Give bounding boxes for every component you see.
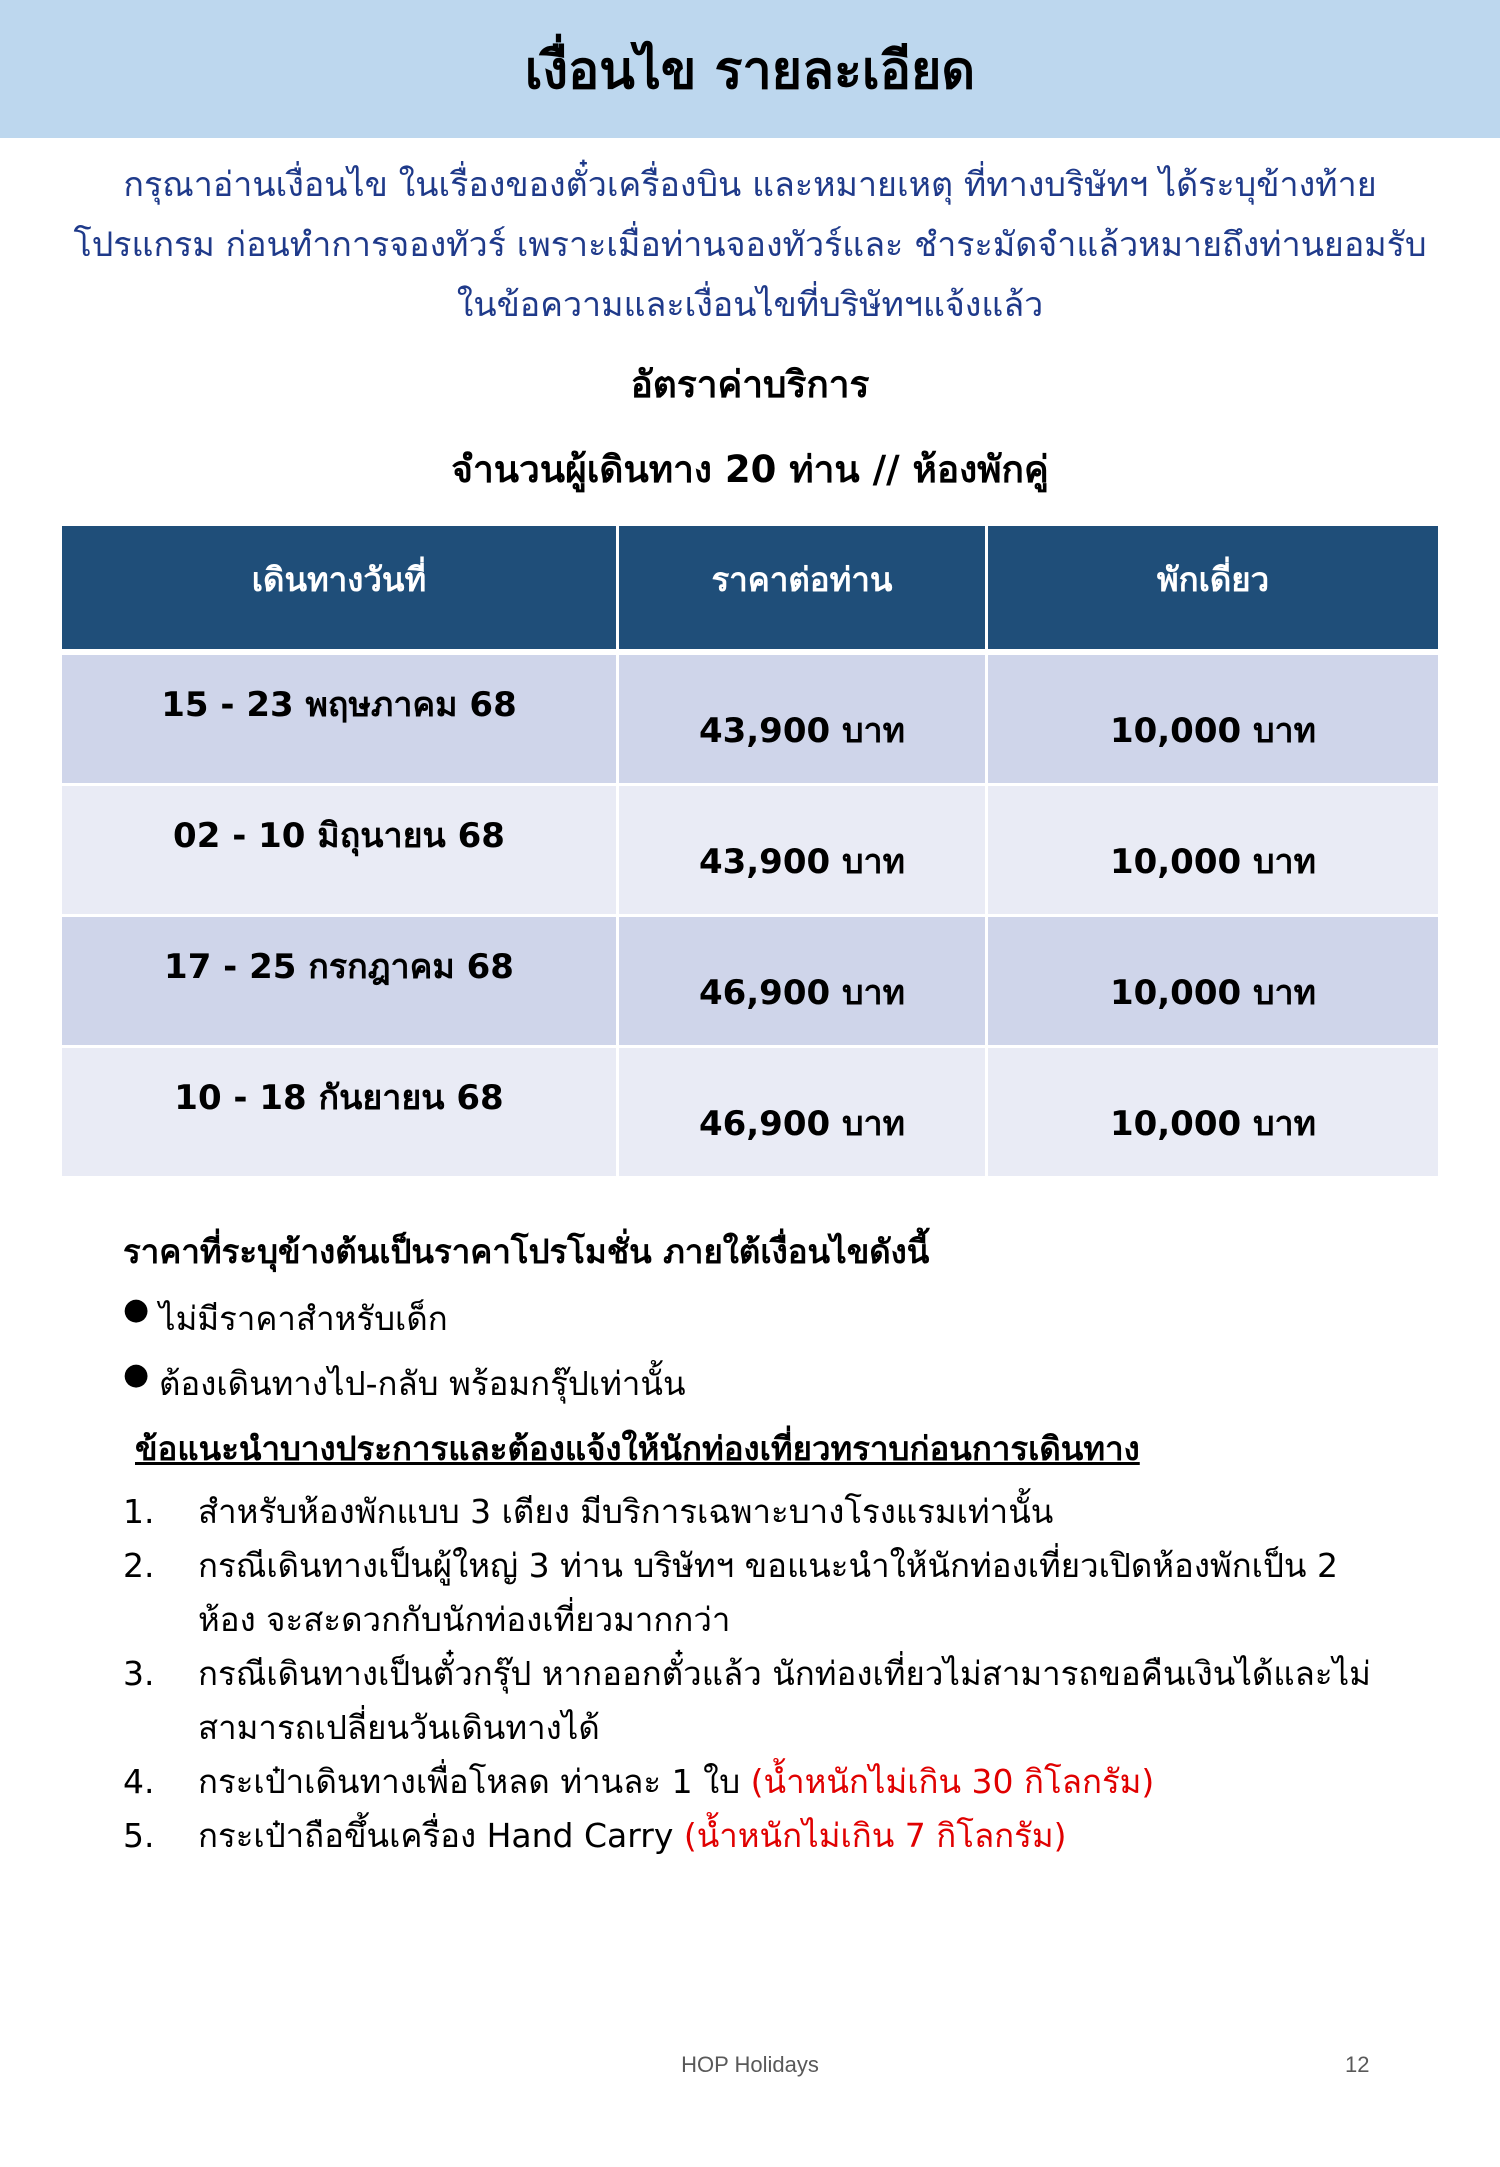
date-cell: 17 - 25 กรกฎาคม 68 [62,916,618,1047]
column-header-date: เดินทางวันที่ [62,526,618,652]
page-number: 12 [1345,2052,1370,2077]
list-item [123,1809,1373,1863]
conditions-section [123,1225,1373,1863]
item-body: สำหรับห้องพักแบบ 3 เตียง มีบริการเฉพาะบางโรงแรมเท่านั้น [198,1492,1054,1531]
bullet-icon: ● [123,1357,150,1392]
single-cell: 10,000 บาท [987,916,1439,1047]
bullet-icon: ● [123,1292,150,1327]
price-table [62,526,1438,1179]
date-cell: 15 - 23 พฤษภาคม 68 [62,652,618,785]
page-title: เงื่อนไข รายละเอียด [524,40,976,101]
price-cell: 46,900 บาท [618,1047,987,1178]
item-body: กระเป๋าเดินทางเพื่อโหลด ท่านละ 1 ใบ [198,1762,751,1801]
item-body: กรณีเดินทางเป็นผู้ใหญ่ 3 ท่าน บริษัทฯ ขอแนะนำให้นักท่องเที่ยวเปิดห้องพักเป็น 2 ห้อง จะสะดวกกับนักท่องเที่ยวมากกว่า [198,1546,1338,1639]
list-item [123,1647,1373,1755]
column-header-single: พักเดี่ยว [987,526,1439,652]
price-table-header [62,526,1438,652]
date-cell: 10 - 18 กันยายน 68 [62,1047,618,1178]
header-band [0,0,1500,138]
item-body: กระเป๋าถือขึ้นเครื่อง Hand Carry [198,1816,684,1855]
price-cell: 46,900 บาท [618,916,987,1047]
item-number: 5. [123,1816,155,1855]
item-number: 2. [123,1546,155,1585]
item-note: (น้ำหนักไม่เกิน 30 กิโลกรัม) [750,1762,1155,1801]
table-row [62,1047,1438,1178]
travelers-info: จำนวนผู้เดินทาง 20 ท่าน // ห้องพักคู่ [451,448,1049,491]
list-item [123,1755,1373,1809]
table-row [62,652,1438,785]
intro-paragraph: กรุณาอ่านเงื่อนไข ในเรื่องของตั๋วเครื่องบิน และหมายเหตุ ที่ทางบริษัทฯ ได้ระบุข้างท้ายโปรแกรม ก่อนทำการจองทัวร์ เพราะเมื่อท่านจองทัวร์และ ชำระมัดจำแล้วหมายถึงท่านยอมรับในข้อความและเงื่อนไขที่บริษัทฯแจ้งแล้ว [73,165,1427,325]
single-cell: 10,000 บาท [987,652,1439,785]
item-text [198,1539,1373,1647]
table-row [62,916,1438,1047]
price-cell: 43,900 บาท [618,785,987,916]
single-cell: 10,000 บาท [987,785,1439,916]
single-cell: 10,000 บาท [987,1047,1439,1178]
list-item [123,1485,1373,1539]
price-cell: 43,900 บาท [618,652,987,785]
date-cell: 02 - 10 มิถุนายน 68 [62,785,618,916]
item-text [198,1809,1373,1863]
rate-title: อัตราค่าบริการ [630,363,870,406]
bullet-text: ไม่มีราคาสำหรับเด็ก [159,1299,448,1338]
item-body: กรณีเดินทางเป็นตั๋วกรุ๊ป หากออกตั๋วแล้ว นักท่องเที่ยวไม่สามารถขอคืนเงินได้และไม่สามารถเปลี่ยนวันเดินทางได้ [198,1654,1371,1747]
footer-brand: HOP Holidays [681,2052,819,2077]
list-item [123,1357,1373,1410]
list-item [123,1292,1373,1345]
item-number: 1. [123,1492,155,1531]
column-header-price: ราคาต่อท่าน [618,526,987,652]
item-text [198,1755,1373,1809]
item-text [198,1485,1373,1539]
table-row [62,785,1438,916]
list-item [123,1539,1373,1647]
item-number: 3. [123,1654,155,1693]
bullet-text: ต้องเดินทางไป-กลับ พร้อมกรุ๊ปเท่านั้น [159,1364,686,1403]
item-text [198,1647,1373,1755]
item-note: (น้ำหนักไม่เกิน 7 กิโลกรัม) [683,1816,1067,1855]
conditions-heading: ราคาที่ระบุข้างต้นเป็นราคาโปรโมชั่น ภายใต้เงื่อนไขดังนี้ [123,1232,930,1271]
advice-heading: ข้อแนะนำบางประการและต้องแจ้งให้นักท่องเที่ยวทราบก่อนการเดินทาง [135,1429,1140,1468]
item-number: 4. [123,1762,155,1801]
